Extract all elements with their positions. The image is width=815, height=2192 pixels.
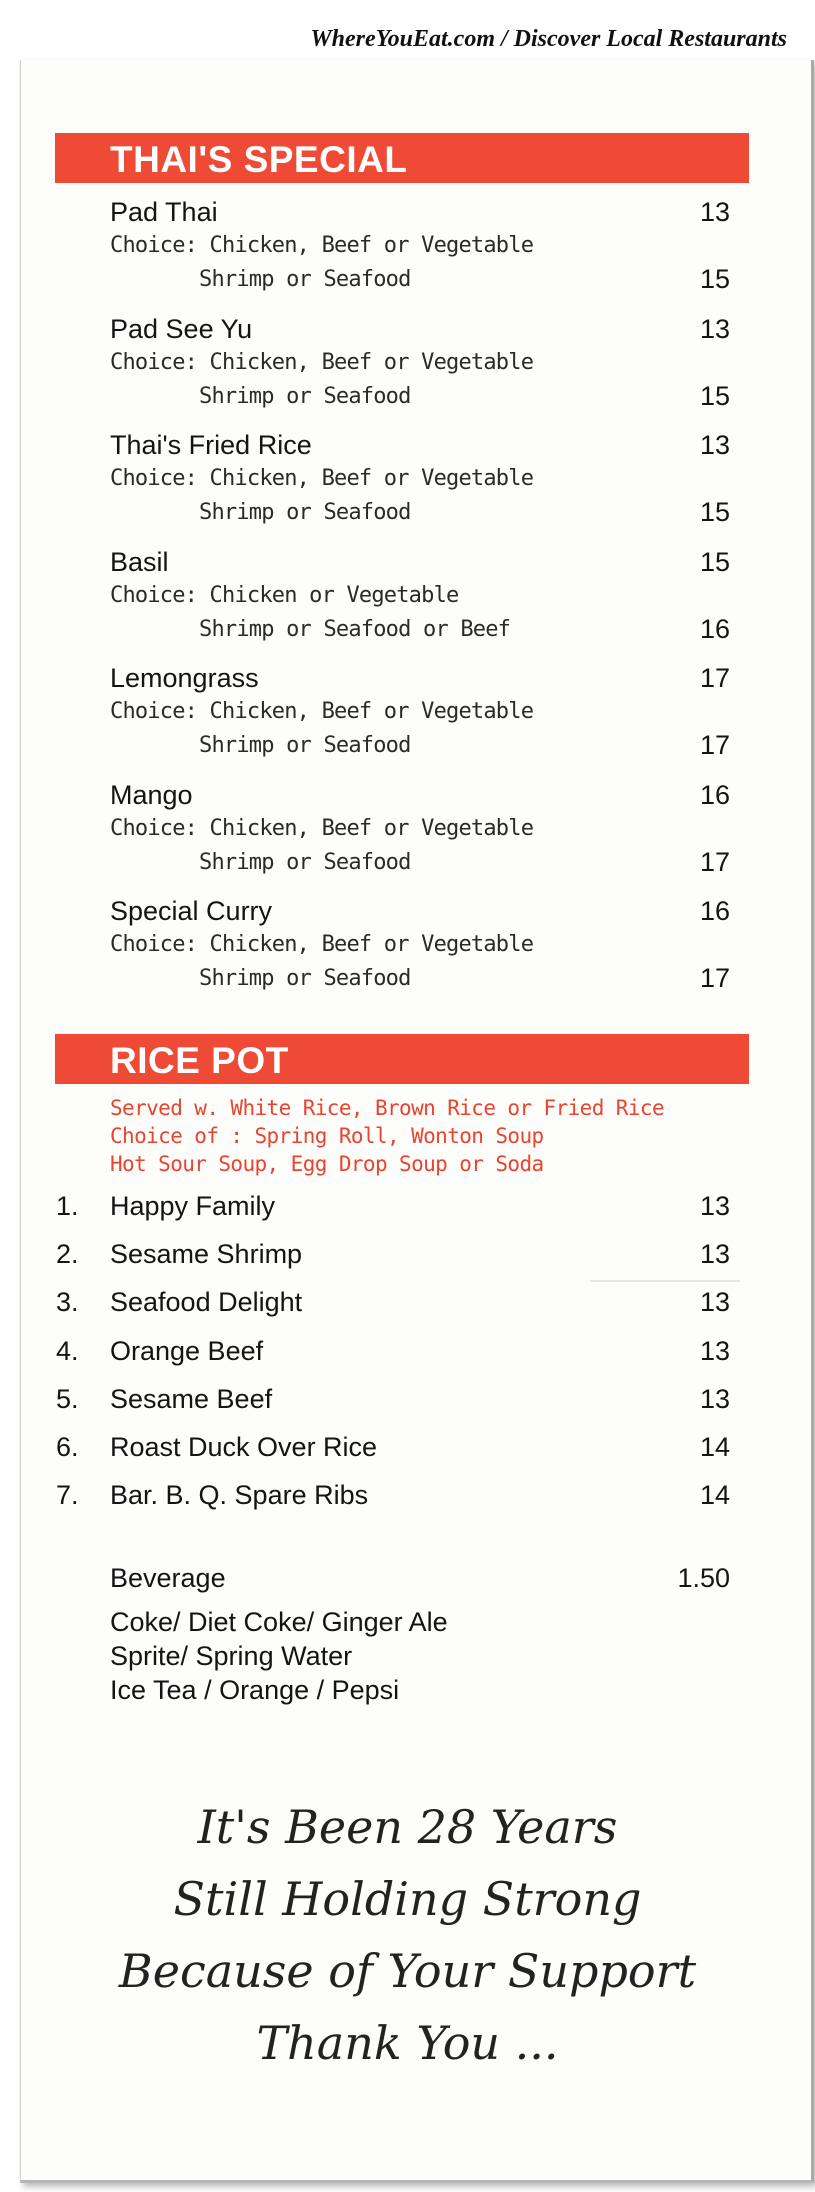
rice-pot-note: Choice of : Spring Roll, Wonton Soup: [110, 1124, 544, 1148]
menu-item-option: Shrimp or Seafood or Beef: [199, 617, 511, 642]
rice-pot-item-number: 3.: [56, 1287, 79, 1317]
slogan-line: Still Holding Strong: [173, 1872, 642, 1926]
beverage-line: Sprite/ Spring Water: [110, 1641, 353, 1671]
beverage-line: Ice Tea / Orange / Pepsi: [110, 1675, 400, 1705]
rice-pot-note: Served w. White Rice, Brown Rice or Fried Rice: [110, 1096, 664, 1120]
menu-item-option-price: 15: [699, 497, 730, 527]
menu-item-name: Mango: [110, 780, 193, 810]
menu-item-option-price: 16: [699, 614, 730, 644]
beverage-price: 1.50: [677, 1563, 730, 1593]
menu-item-price: 16: [699, 896, 730, 926]
slogan-line: Thank You ...: [256, 2016, 559, 2070]
rice-pot-item-number: 4.: [56, 1336, 79, 1366]
rice-pot-item-name: Orange Beef: [110, 1336, 264, 1366]
rice-pot-item-name: Sesame Shrimp: [110, 1239, 303, 1269]
rice-pot-item-number: 1.: [56, 1191, 79, 1221]
rice-pot-item-price: 13: [699, 1191, 730, 1221]
rice-pot-item-price: 14: [699, 1432, 730, 1462]
menu-item-name: Thai's Fried Rice: [110, 430, 312, 460]
menu-item-price: 16: [699, 780, 730, 810]
site-caption: WhereYouEat.com / Discover Local Restaurants: [310, 26, 787, 52]
menu-item-option: Shrimp or Seafood: [199, 384, 411, 409]
menu-item-choice: Choice: Chicken, Beef or Vegetable: [110, 233, 534, 258]
slogan-line: It's Been 28 Years: [197, 1800, 618, 1854]
rice-pot-item-name: Seafood Delight: [110, 1287, 303, 1317]
rice-pot-item-name: Sesame Beef: [110, 1384, 273, 1414]
thai-special-banner: [55, 133, 749, 183]
rice-pot-item-number: 2.: [56, 1239, 79, 1269]
rice-pot-item-price: 13: [699, 1239, 730, 1269]
menu-item-option-price: 17: [699, 963, 730, 993]
menu-item-name: Special Curry: [110, 896, 273, 926]
menu-item-price: 15: [699, 547, 730, 577]
rice-pot-banner: [55, 1034, 749, 1084]
rice-pot-item-name: Roast Duck Over Rice: [110, 1432, 378, 1462]
rice-pot-item-price: 14: [699, 1480, 730, 1510]
rice-pot-item-number: 6.: [56, 1432, 79, 1462]
menu-item-name: Lemongrass: [110, 663, 259, 693]
menu-item-option: Shrimp or Seafood: [199, 966, 411, 991]
menu-item-option: Shrimp or Seafood: [199, 500, 411, 525]
rice-pot-item-price: 13: [699, 1336, 730, 1366]
menu-item-option-price: 15: [699, 264, 730, 294]
menu-item-option-price: 15: [699, 381, 730, 411]
rice-pot-item-price: 13: [699, 1384, 730, 1414]
rice-pot-title: RICE POT: [110, 1040, 289, 1081]
beverage-line: Coke/ Diet Coke/ Ginger Ale: [110, 1607, 448, 1637]
menu-item-price: 17: [699, 663, 730, 693]
thai-special-title: THAI'S SPECIAL: [110, 139, 408, 180]
rice-pot-item-name: Happy Family: [110, 1191, 276, 1221]
menu-item-choice: Choice: Chicken, Beef or Vegetable: [110, 350, 534, 375]
bleed-through-mark: [590, 1280, 740, 1282]
menu-item-price: 13: [699, 430, 730, 460]
menu-item-price: 13: [699, 197, 730, 227]
menu-item-name: Pad See Yu: [110, 314, 253, 344]
menu-item-choice: Choice: Chicken or Vegetable: [110, 583, 459, 608]
menu-item-choice: Choice: Chicken, Beef or Vegetable: [110, 466, 534, 491]
rice-pot-item-name: Bar. B. Q. Spare Ribs: [110, 1480, 369, 1510]
rice-pot-item-number: 5.: [56, 1384, 79, 1414]
menu-item-name: Basil: [110, 547, 169, 577]
menu-item-price: 13: [699, 314, 730, 344]
menu-paper: [20, 60, 814, 2183]
beverage-title: Beverage: [110, 1563, 226, 1593]
menu-item-option: Shrimp or Seafood: [199, 267, 411, 292]
menu-item-option-price: 17: [699, 730, 730, 760]
rice-pot-item-price: 13: [699, 1287, 730, 1317]
menu-item-choice: Choice: Chicken, Beef or Vegetable: [110, 816, 534, 841]
menu-item-name: Pad Thai: [110, 197, 218, 227]
rice-pot-note: Hot Sour Soup, Egg Drop Soup or Soda: [110, 1152, 544, 1176]
slogan-line: Because of Your Support: [118, 1944, 697, 1998]
rice-pot-item-number: 7.: [56, 1480, 79, 1510]
menu-item-option: Shrimp or Seafood: [199, 850, 411, 875]
menu-item-choice: Choice: Chicken, Beef or Vegetable: [110, 932, 534, 957]
menu-item-option-price: 17: [699, 847, 730, 877]
menu-item-choice: Choice: Chicken, Beef or Vegetable: [110, 699, 534, 724]
menu-item-option: Shrimp or Seafood: [199, 733, 411, 758]
